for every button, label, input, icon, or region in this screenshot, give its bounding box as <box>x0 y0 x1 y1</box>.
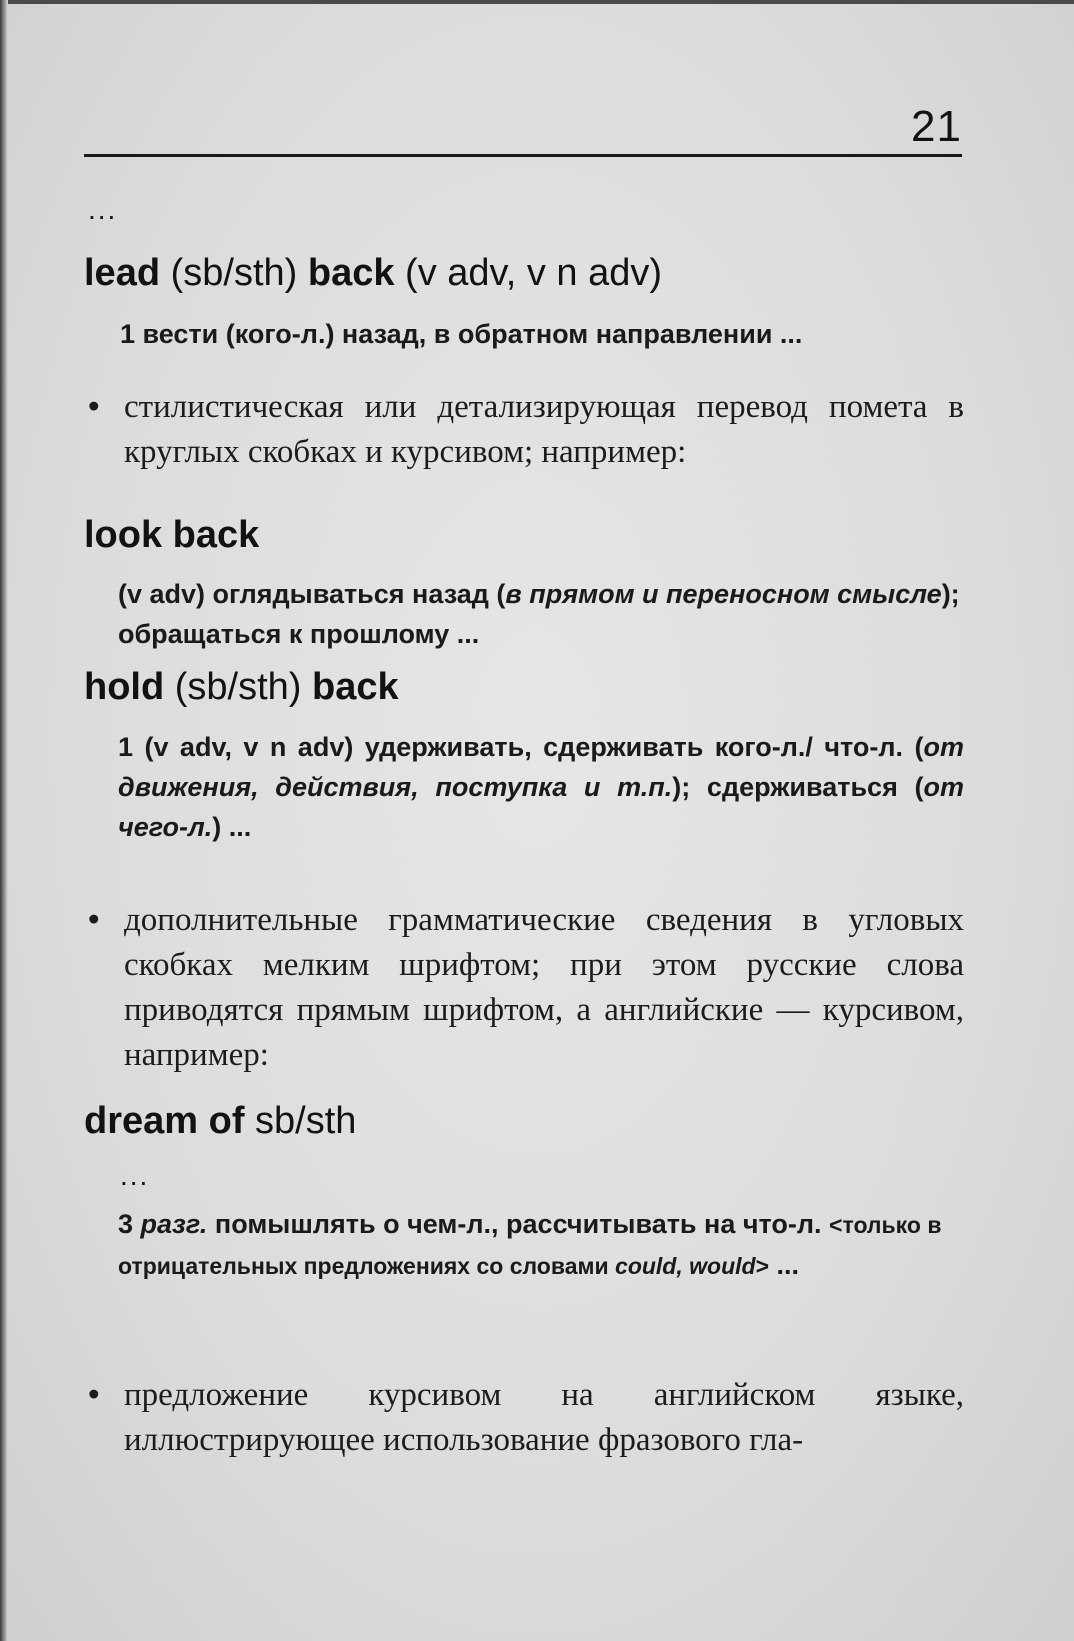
headword-part: sb/sth <box>244 1100 357 1142</box>
entry-lead-back-definition <box>120 314 962 354</box>
definition-italic: от чего-л. <box>118 772 964 842</box>
bullet-marker: • <box>88 389 100 425</box>
entry-dream-of-definition <box>118 1204 964 1286</box>
definition-text: ) ... <box>212 812 252 842</box>
grammar-note: <только в отрицательных предложениях со словами <box>118 1212 942 1279</box>
bullet-paragraph-3 <box>88 1373 964 1463</box>
headword-part: (sb/sth) <box>164 666 313 708</box>
entry-dream-of-headword <box>84 1098 356 1144</box>
headword-part: lead <box>84 252 161 294</box>
entry-look-back-headword <box>84 512 259 558</box>
definition-text: ); обращаться к прошлому ... <box>118 579 960 649</box>
page-left-edge <box>0 0 8 1641</box>
bullet-marker: • <box>88 902 100 938</box>
sense-number: 1 <box>118 732 134 762</box>
headword-part: dream of <box>84 1100 245 1142</box>
usage-label: разг. <box>140 1209 208 1239</box>
header-rule <box>84 154 962 157</box>
definition-text: вести (кого-л.) назад, в обратном направлении ... <box>135 319 803 349</box>
entry-hold-back-headword <box>84 664 399 710</box>
sense-number: 1 <box>120 319 136 349</box>
bullet-text: стилистическая или детализирующая перевод помета в круглых скобках и курсивом; например: <box>124 389 964 470</box>
grammar-note: > <box>755 1253 770 1279</box>
definition-text: (v adv) оглядываться назад ( <box>118 579 506 609</box>
page-top-edge <box>0 0 1074 4</box>
sense-number: 3 <box>118 1209 134 1239</box>
entry-hold-back-definition <box>118 727 964 847</box>
headword-part: back <box>312 666 399 708</box>
definition-text: (v adv, v n adv) удерживать, сдерживать кого-л./ что-л. ( <box>133 732 924 762</box>
headword-part: (v adv, v n adv) <box>394 252 662 294</box>
definition-text: ... <box>769 1250 800 1280</box>
headword-part: hold <box>84 666 165 708</box>
page-number: 21 <box>911 102 962 151</box>
bullet-marker: • <box>88 1377 100 1413</box>
bullet-paragraph-2 <box>88 898 964 1078</box>
bullet-paragraph-1 <box>88 385 964 475</box>
definition-text: ); сдерживаться ( <box>672 772 924 802</box>
top-ellipsis: ... <box>88 194 118 225</box>
entry-look-back-definition <box>118 574 964 654</box>
bullet-text: предложение курсивом на английском языке, иллюстрирующее использование фразового гла- <box>124 1377 964 1458</box>
bullet-text: дополнительные грамматические сведения в угловых скобках мелким шрифтом; при этом русские слова приводятся прямым шрифтом, а английские — курсивом, например: <box>124 902 964 1073</box>
entry-ellipsis: ... <box>120 1160 150 1191</box>
definition-italic: от движения, действия, поступка и т.п. <box>118 732 964 802</box>
definition-text: помышлять о чем-л., рассчитывать на что-л. <box>207 1209 830 1239</box>
headword-part: (sb/sth) <box>160 252 308 294</box>
grammar-note-italic: could, would <box>615 1253 756 1279</box>
entry-lead-back-headword <box>84 250 662 296</box>
headword-part: back <box>307 252 395 294</box>
definition-italic: в прямом и переносном смысле <box>505 579 942 609</box>
headword-part: look back <box>84 514 260 556</box>
